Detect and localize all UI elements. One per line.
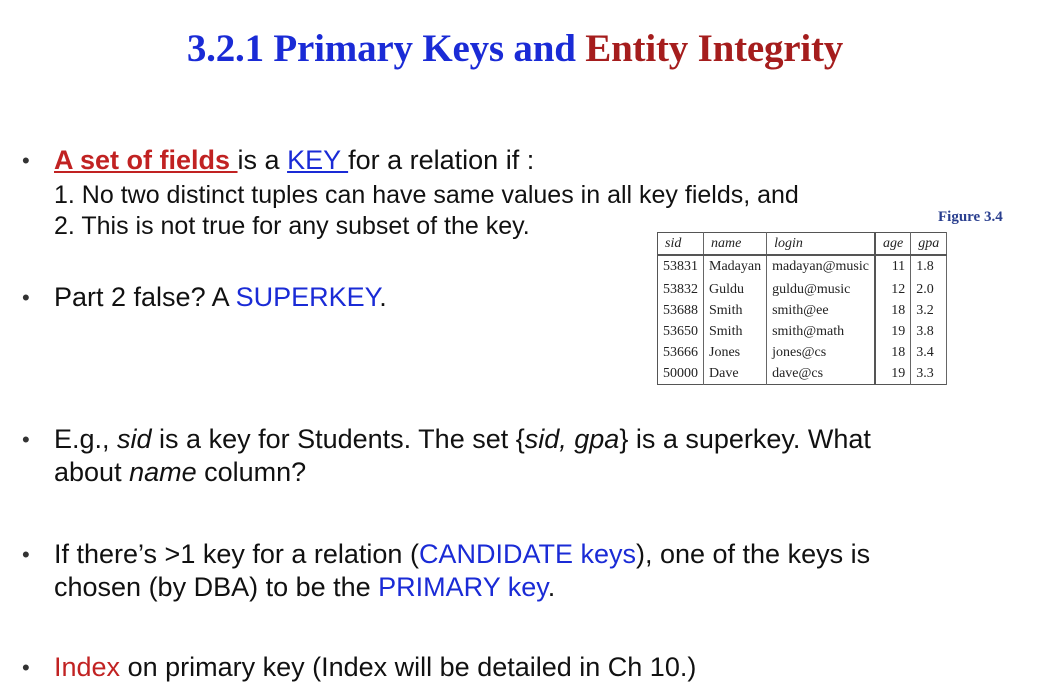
- text-about: about: [54, 457, 130, 487]
- cell-login: guldu@music: [767, 277, 875, 300]
- text-index-detail: on primary key (Index will be detailed in Ch 10.): [120, 652, 697, 682]
- cell-login: smith@math: [767, 321, 875, 342]
- table-row: [658, 363, 947, 385]
- header-age: age: [875, 233, 911, 256]
- cell-sid: 50000: [658, 363, 704, 385]
- bullet-dot-icon: •: [22, 542, 30, 567]
- term-name: name: [129, 457, 197, 487]
- bullet-dot-icon: •: [22, 285, 30, 310]
- title-primary-keys: 3.2.1 Primary Keys and: [186, 27, 586, 70]
- text-period: .: [379, 282, 387, 312]
- bullet-index: [22, 651, 696, 684]
- bullet-dot-icon: •: [22, 655, 30, 680]
- cell-login: madayan@music: [767, 255, 875, 277]
- students-table: [657, 232, 947, 385]
- bullet-text: [54, 423, 871, 489]
- cell-gpa: 3.2: [911, 300, 947, 321]
- cell-login: jones@cs: [767, 342, 875, 363]
- text-one-of-keys: ), one of the keys is: [635, 539, 871, 569]
- key-condition-1: 1. No two distinct tuples can have same values in all key fields, and: [54, 181, 799, 209]
- cell-gpa: 3.8: [911, 321, 947, 342]
- table-row: [658, 342, 947, 363]
- table-row: [658, 300, 947, 321]
- slide-title: [0, 26, 1030, 71]
- table-header-row: [658, 233, 947, 256]
- cell-sid: 53832: [658, 277, 704, 300]
- primary-key-term: PRIMARY key: [378, 572, 548, 602]
- cell-name: Dave: [704, 363, 767, 385]
- cell-age: 19: [875, 321, 911, 342]
- cell-age: 11: [875, 255, 911, 277]
- header-login: login: [767, 233, 875, 256]
- superkey-term: SUPERKEY: [235, 282, 380, 312]
- cell-sid: 53831: [658, 255, 704, 277]
- table-row: [658, 255, 947, 277]
- bullet-candidate-keys: [22, 538, 870, 604]
- bullet-text: [54, 144, 534, 177]
- header-sid: sid: [658, 233, 704, 256]
- candidate-keys-term: CANDIDATE keys: [418, 539, 636, 569]
- term-sid: sid: [117, 424, 152, 454]
- cell-name: Madayan: [704, 255, 767, 277]
- bullet-text: [54, 281, 387, 314]
- key-condition-2: 2. This is not true for any subset of the key.: [54, 212, 530, 240]
- cell-name: Guldu: [704, 277, 767, 300]
- cell-name: Smith: [704, 300, 767, 321]
- cell-age: 12: [875, 277, 911, 300]
- cell-name: Jones: [704, 342, 767, 363]
- header-gpa: gpa: [911, 233, 947, 256]
- cell-age: 19: [875, 363, 911, 385]
- text-period: .: [547, 572, 556, 602]
- text-is-superkey: } is a superkey. What: [619, 424, 871, 454]
- bullet-superkey: [22, 281, 387, 314]
- cell-login: smith@ee: [767, 300, 875, 321]
- table-row: [658, 277, 947, 300]
- cell-name: Smith: [704, 321, 767, 342]
- cell-sid: 53688: [658, 300, 704, 321]
- text-key-for-students: is a key for Students. The set {: [151, 424, 525, 454]
- bullet-dot-icon: •: [22, 427, 30, 452]
- cell-gpa: 3.4: [911, 342, 947, 363]
- bullet-text: [54, 651, 696, 684]
- bullet-example: [22, 423, 871, 489]
- text-is-a: is a: [237, 145, 288, 175]
- cell-gpa: 2.0: [911, 277, 947, 300]
- text-column: column?: [196, 457, 307, 487]
- table-row: [658, 321, 947, 342]
- cell-sid: 53650: [658, 321, 704, 342]
- key-term: KEY: [287, 145, 349, 175]
- index-term: Index: [54, 652, 121, 682]
- cell-gpa: 3.3: [911, 363, 947, 385]
- text-part2-false: Part 2 false? A: [54, 282, 236, 312]
- text-chosen-by-dba: chosen (by DBA) to be the: [54, 572, 379, 602]
- text-if-more-than-one: If there’s >1 key for a relation (: [54, 539, 419, 569]
- text-for-relation: for a relation if :: [348, 145, 535, 175]
- cell-gpa: 1.8: [911, 255, 947, 277]
- figure-caption: Figure 3.4: [938, 209, 1003, 225]
- title-entity-integrity: Entity Integrity: [585, 27, 844, 70]
- cell-age: 18: [875, 342, 911, 363]
- cell-age: 18: [875, 300, 911, 321]
- bullet-key-definition: [22, 144, 534, 177]
- cell-sid: 53666: [658, 342, 704, 363]
- text-eg: E.g.,: [54, 424, 118, 454]
- cell-login: dave@cs: [767, 363, 875, 385]
- set-of-fields-term: A set of fields: [54, 145, 238, 175]
- bullet-text: [54, 538, 870, 604]
- term-sid-gpa: sid, gpa: [524, 424, 620, 454]
- bullet-dot-icon: •: [22, 148, 30, 173]
- header-name: name: [704, 233, 767, 256]
